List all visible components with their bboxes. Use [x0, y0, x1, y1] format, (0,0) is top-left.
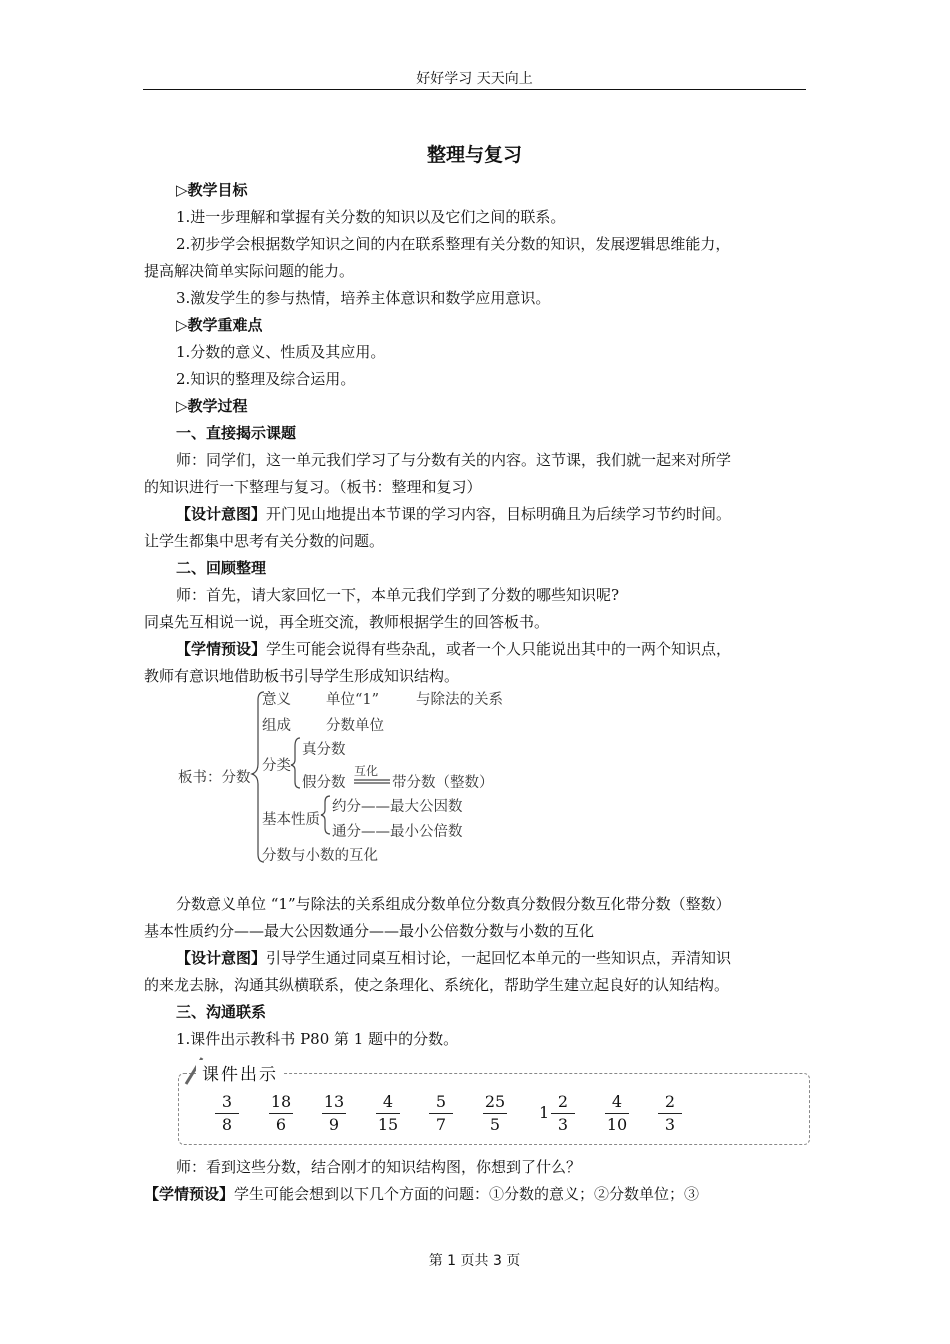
- fraction-bar: [322, 1113, 346, 1114]
- board-item: 分数单位: [326, 718, 384, 734]
- paragraph: 2.初步学会根据数学知识之间的内在联系整理有关分数的知识，发展逻辑思维能力，: [176, 235, 731, 253]
- paragraph: 师：首先，请大家回忆一下，本单元我们学到了分数的哪些知识呢?: [176, 586, 620, 604]
- denominator: 6: [275, 1115, 287, 1134]
- section-heading-process: ▷教学过程: [176, 397, 248, 415]
- fraction-bar: [376, 1113, 400, 1114]
- numerator: 25: [484, 1092, 506, 1111]
- paragraph-text: 学生可能会说得有些杂乱，或者一个人只能说出其中的一两个知识点，: [266, 640, 732, 658]
- paragraph: 提高解决简单实际问题的能力。: [144, 262, 355, 280]
- subsection-heading-2: 二、回顾整理: [176, 559, 267, 577]
- denominator: 5: [489, 1115, 501, 1134]
- board-item: 真分数: [302, 742, 346, 758]
- section-heading-key-points: ▷教学重难点: [176, 316, 263, 334]
- paragraph: 1.课件出示教科书 P80 第 1 题中的分数。: [176, 1030, 459, 1048]
- board-item: 带分数（整数）: [392, 775, 494, 791]
- numerator: 4: [611, 1092, 623, 1111]
- student-preview-tag: 【学情预设】: [176, 640, 267, 658]
- board-item: 分类: [262, 758, 291, 774]
- header-divider: [143, 89, 806, 90]
- paragraph: [144, 947, 841, 969]
- paragraph: 分数意义单位 “1”与除法的关系组成分数单位分数真分数假分数互化带分数（整数）: [176, 895, 731, 913]
- board-item: 约分——最大公因数: [332, 799, 463, 815]
- denominator: 10: [606, 1115, 628, 1134]
- board-item: 假分数: [302, 775, 346, 791]
- board-item: 分数与小数的互化: [262, 848, 378, 864]
- denominator: 15: [377, 1115, 399, 1134]
- student-preview-tag: 【学情预设】: [144, 1185, 235, 1203]
- board-item: 意义: [262, 692, 291, 708]
- board-item: 互化: [354, 764, 379, 778]
- design-intent-tag: 【设计意图】: [176, 505, 267, 523]
- board-item: 与除法的关系: [416, 692, 503, 708]
- fraction: [421, 1093, 461, 1134]
- numerator: 13: [323, 1092, 345, 1111]
- fraction-bar: [551, 1113, 575, 1114]
- subsection-heading-1: 一、直接揭示课题: [176, 424, 297, 442]
- design-intent-tag: 【设计意图】: [176, 949, 267, 967]
- document-title: 整理与复习: [426, 144, 522, 166]
- section-heading-objectives: ▷教学目标: [176, 181, 248, 199]
- denominator: 9: [328, 1115, 340, 1134]
- paragraph-text: 引导学生通过同桌互相讨论，一起回忆本单元的一些知识点，弄清知识: [266, 949, 732, 967]
- paragraph: [144, 503, 841, 525]
- page-header: 好好学习 天天向上: [416, 71, 533, 87]
- paragraph: [144, 638, 841, 660]
- fraction: [650, 1093, 690, 1134]
- paragraph: 2.知识的整理及综合运用。: [176, 370, 356, 388]
- fraction-bar: [215, 1113, 239, 1114]
- paragraph: 教师有意识地借助板书引导学生形成知识结构。: [144, 667, 460, 685]
- board-diagram: [178, 686, 518, 866]
- numerator: 5: [435, 1092, 447, 1111]
- fraction: [597, 1093, 637, 1134]
- numerator: 3: [221, 1092, 233, 1111]
- paragraph: 基本性质约分——最大公因数通分——最小公倍数分数与小数的互化: [144, 922, 595, 940]
- numerator: 18: [270, 1092, 292, 1111]
- fraction-bar: [269, 1113, 293, 1114]
- fraction: [261, 1093, 301, 1134]
- paragraph: 的知识进行一下整理与复习。（板书：整理和复习）: [144, 478, 482, 496]
- paragraph: 让学生都集中思考有关分数的问题。: [144, 532, 385, 550]
- numerator: 2: [664, 1092, 676, 1111]
- fraction: [543, 1093, 583, 1134]
- fraction-bar: [658, 1113, 682, 1114]
- paragraph-text: 学生可能会想到以下几个方面的问题：①分数的意义；②分数单位；③: [234, 1185, 700, 1203]
- fraction-bar: [429, 1113, 453, 1114]
- paragraph: 1.分数的意义、性质及其应用。: [176, 343, 386, 361]
- fraction: [314, 1093, 354, 1134]
- board-item: 通分——最小公倍数: [332, 824, 463, 840]
- fraction: [475, 1093, 515, 1134]
- denominator: 3: [664, 1115, 676, 1134]
- fraction-bar: [605, 1113, 629, 1114]
- paragraph: 同桌先互相说一说，再全班交流，教师根据学生的回答板书。: [144, 613, 550, 631]
- board-prefix: 板书：分数: [178, 770, 251, 786]
- board-item: 基本性质: [262, 812, 320, 828]
- numerator: 4: [382, 1092, 394, 1111]
- fraction: [368, 1093, 408, 1134]
- subsection-heading-3: 三、沟通联系: [176, 1003, 267, 1021]
- board-item: 组成: [262, 718, 291, 734]
- paragraph: 1.进一步理解和掌握有关分数的知识以及它们之间的联系。: [176, 208, 566, 226]
- paragraph: 师：看到这些分数，结合刚才的知识结构图，你想到了什么？: [176, 1158, 582, 1176]
- courseware-label: 课件出示: [196, 1060, 284, 1085]
- fraction: [207, 1093, 247, 1134]
- paragraph: 师：同学们，这一单元我们学习了与分数有关的内容。这节课，我们就一起来对所学: [176, 451, 732, 469]
- denominator: 7: [435, 1115, 447, 1134]
- fraction-bar: [483, 1113, 507, 1114]
- paragraph-text: 开门见山地提出本节课的学习内容，目标明确且为后续学习节约时间。: [266, 505, 732, 523]
- board-item: 单位“1”: [326, 692, 380, 708]
- denominator: 8: [221, 1115, 233, 1134]
- numerator: 2: [557, 1092, 569, 1111]
- mixed-whole: 1: [539, 1103, 550, 1122]
- paragraph: 的来龙去脉，沟通其纵横联系，使之条理化、系统化，帮助学生建立起良好的认知结构。: [144, 976, 730, 994]
- paragraph: 3.激发学生的参与热情，培养主体意识和数学应用意识。: [176, 289, 551, 307]
- denominator: 3: [557, 1115, 569, 1134]
- page-footer: 第 1 页共 3 页: [428, 1253, 521, 1269]
- paragraph: [144, 1183, 809, 1205]
